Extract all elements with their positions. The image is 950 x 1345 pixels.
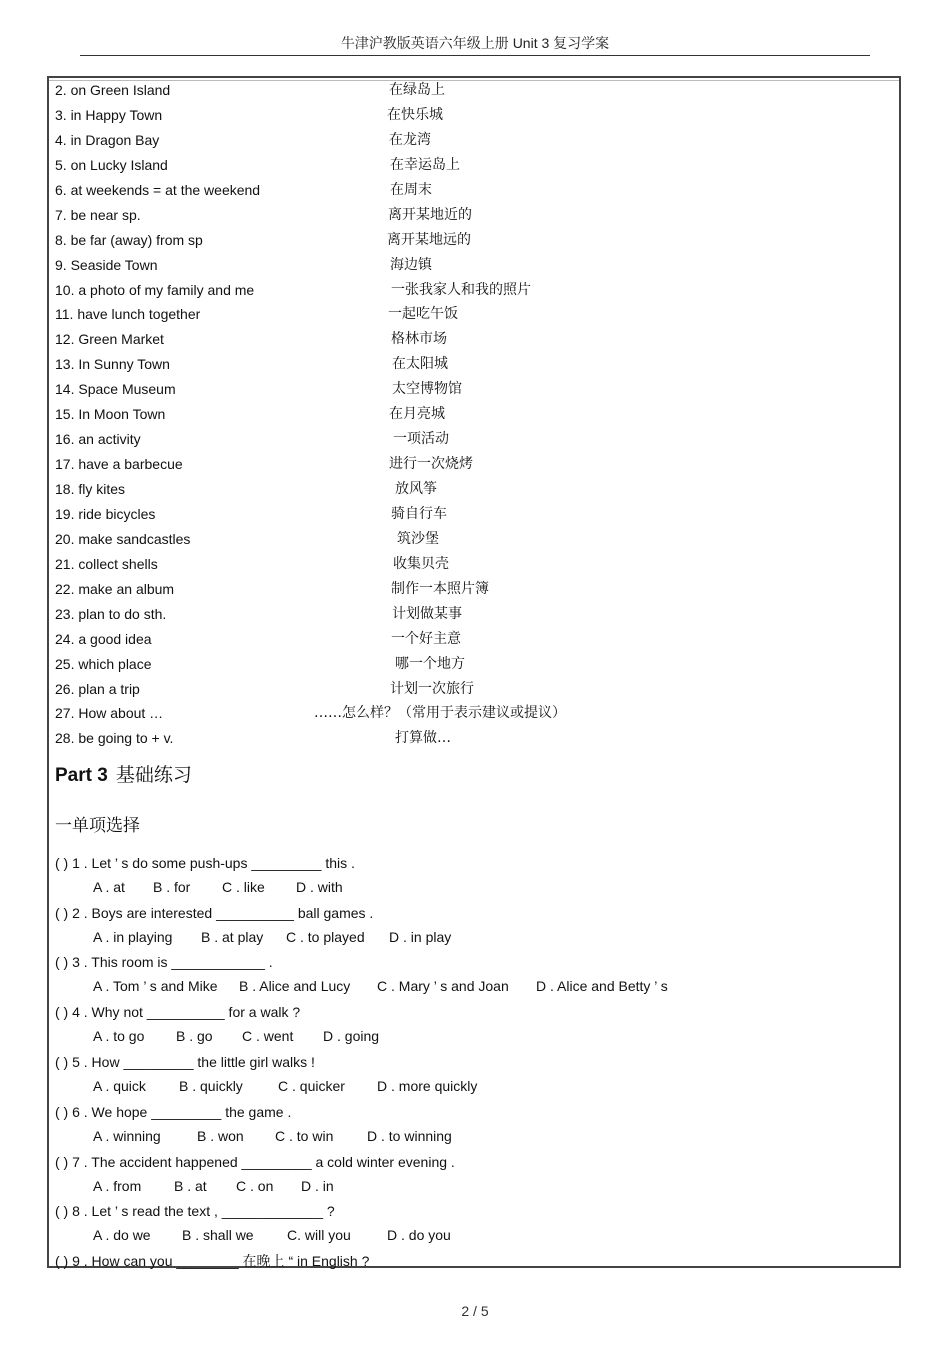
vocab-english: 7. be near sp. <box>55 206 141 223</box>
vocab-row <box>55 353 895 378</box>
vocab-chinese: 离开某地近的 <box>388 206 472 223</box>
answer-option: A . at <box>93 879 125 895</box>
vocab-english: 4. in Dragon Bay <box>55 131 160 148</box>
question-stem: ( ) 7 . The accident happened _________ a cold winter evening . <box>55 1154 455 1170</box>
question-options <box>93 976 793 996</box>
vocab-chinese: 一起吃午饭 <box>388 306 458 323</box>
vocab-row <box>55 702 895 727</box>
vocab-row <box>55 603 895 628</box>
vocab-english: 26. plan a trip <box>55 680 140 697</box>
question-stem: ( ) 3 . This room is ____________ . <box>55 954 273 970</box>
vocab-chinese: 格林市场 <box>391 331 447 348</box>
page-number: 2 / 5 <box>461 1303 489 1319</box>
question-stem: ( ) 5 . How _________ the little girl walks ! <box>55 1054 315 1070</box>
vocab-chinese: 一张我家人和我的照片 <box>391 281 531 298</box>
vocab-chinese: 在幸运岛上 <box>390 156 460 173</box>
vocab-english: 14. Space Museum <box>55 381 176 398</box>
answer-option: C . to played <box>286 929 365 945</box>
answer-option: C . Mary ’ s and Joan <box>377 978 509 994</box>
answer-option: A . in playing <box>93 929 173 945</box>
question-options <box>93 1126 793 1146</box>
answer-option: B . at play <box>201 929 264 945</box>
vocab-row <box>55 129 895 154</box>
vocab-chinese: 在太阳城 <box>392 356 448 373</box>
vocab-chinese: ……怎么样？（常用于表示建议或提议） <box>314 705 566 722</box>
answer-option: D . going <box>323 1028 380 1044</box>
vocab-english: 21. collect shells <box>55 555 158 572</box>
vocab-row <box>55 204 895 229</box>
vocab-row <box>55 653 895 678</box>
answer-option: B . quickly <box>179 1078 243 1094</box>
vocab-english: 2. on Green Island <box>55 82 171 98</box>
answer-option: B . Alice and Lucy <box>239 978 351 994</box>
answer-option: C. will you <box>287 1227 351 1243</box>
vocab-chinese: 收集贝壳 <box>393 555 449 572</box>
answer-option: A . winning <box>93 1128 161 1144</box>
vocab-row <box>55 553 895 578</box>
vocab-row <box>55 727 895 752</box>
answer-option: C . like <box>222 879 265 895</box>
answer-option: C . on <box>236 1178 274 1194</box>
answer-option: A . from <box>93 1178 142 1194</box>
vocab-chinese: 打算做… <box>395 730 451 747</box>
vocab-chinese: 计划做某事 <box>392 605 462 622</box>
vocab-english: 17. have a barbecue <box>55 456 183 473</box>
vocab-english: 25. which place <box>55 655 152 672</box>
vocab-chinese: 哪一个地方 <box>395 655 465 672</box>
vocab-chinese: 一个好主意 <box>391 630 461 647</box>
vocab-chinese: 一项活动 <box>393 431 449 448</box>
answer-option: A . quick <box>93 1078 146 1094</box>
question-options <box>93 1225 793 1245</box>
vocab-chinese: 计划一次旅行 <box>390 680 474 697</box>
answer-option: D . in play <box>389 929 452 945</box>
answer-option: D . with <box>296 879 343 895</box>
question-options <box>93 1176 793 1196</box>
vocab-row <box>55 628 895 653</box>
answer-option: C . went <box>242 1028 294 1044</box>
vocab-row <box>55 678 895 703</box>
vocab-row <box>55 478 895 503</box>
vocab-english: 5. on Lucky Island <box>55 156 168 173</box>
vocabulary-list <box>55 79 895 752</box>
question-stem: ( ) 1 . Let ’ s do some push-ups _________ this . <box>55 855 355 871</box>
answer-option: D . in <box>301 1178 334 1194</box>
vocab-chinese: 在周末 <box>390 181 432 198</box>
question-stem: ( ) 8 . Let ’ s read the text , _____________ ? <box>55 1203 335 1219</box>
vocab-english: 8. be far (away) from sp <box>55 231 203 248</box>
vocab-chinese: 骑自行车 <box>391 505 447 522</box>
vocab-row <box>55 328 895 353</box>
question-options <box>93 877 793 897</box>
vocab-row <box>55 428 895 453</box>
vocab-english: 3. in Happy Town <box>55 106 163 123</box>
part-label: Part 3 <box>55 765 108 786</box>
answer-option: A . Tom ’ s and Mike <box>93 978 218 994</box>
vocab-chinese: 进行一次烧烤 <box>389 456 473 473</box>
vocab-row <box>55 104 895 129</box>
vocab-english: 18. fly kites <box>55 481 126 497</box>
section-heading: 一单项选择 <box>55 816 140 835</box>
vocab-row <box>55 528 895 553</box>
header-divider <box>80 55 870 56</box>
vocab-english: 6. at weekends = at the weekend <box>55 181 261 198</box>
vocab-row <box>55 578 895 603</box>
vocab-row <box>55 229 895 254</box>
vocab-chinese: 在快乐城 <box>387 106 443 123</box>
vocab-english: 20. make sandcastles <box>55 530 191 547</box>
answer-option: A . to go <box>93 1028 145 1044</box>
answer-option: B . for <box>153 879 191 895</box>
vocab-english: 10. a photo of my family and me <box>55 281 255 298</box>
question-options <box>93 1076 793 1096</box>
vocab-english: 9. Seaside Town <box>55 256 158 273</box>
question-options <box>93 927 793 947</box>
question-stem: ( ) 6 . We hope _________ the game . <box>55 1104 292 1120</box>
part-heading <box>55 760 192 787</box>
vocab-english: 13. In Sunny Town <box>55 356 170 373</box>
vocab-english: 28. be going to + v. <box>55 730 174 747</box>
answer-option: A . do we <box>93 1227 151 1243</box>
vocab-row <box>55 303 895 328</box>
vocab-chinese: 筑沙堡 <box>397 530 439 547</box>
vocab-row <box>55 79 895 104</box>
vocab-english: 19. ride bicycles <box>55 505 156 522</box>
question-stem: ( ) 4 . Why not __________ for a walk ? <box>55 1004 301 1020</box>
vocab-english: 11. have lunch together <box>55 306 201 323</box>
vocab-chinese: 在月亮城 <box>389 406 445 423</box>
vocab-english: 27. How about … <box>55 705 164 722</box>
answer-option: B . at <box>174 1178 207 1194</box>
vocab-row <box>55 279 895 304</box>
answer-option: D . Alice and Betty ’ s <box>536 978 668 994</box>
vocab-row <box>55 403 895 428</box>
answer-option: D . more quickly <box>377 1078 478 1094</box>
vocab-chinese: 制作一本照片簿 <box>391 580 489 597</box>
vocab-chinese: 太空博物馆 <box>392 381 462 398</box>
vocab-english: 12. Green Market <box>55 331 164 348</box>
vocab-english: 24. a good idea <box>55 630 152 647</box>
question-stem: ( ) 2 . Boys are interested __________ ball games . <box>55 905 374 921</box>
answer-option: D . do you <box>387 1227 451 1243</box>
vocab-row <box>55 378 895 403</box>
answer-option: D . to winning <box>367 1128 452 1144</box>
answer-option: C . quicker <box>278 1078 345 1094</box>
answer-option: B . go <box>176 1028 213 1044</box>
answer-option: B . shall we <box>182 1227 254 1243</box>
vocab-english: 22. make an album <box>55 580 175 597</box>
answer-option: B . won <box>197 1128 244 1144</box>
vocab-chinese: 离开某地远的 <box>387 231 471 248</box>
vocab-row <box>55 154 895 179</box>
vocab-english: 23. plan to do sth. <box>55 605 167 622</box>
vocab-english: 16. an activity <box>55 431 141 448</box>
page-header: 牛津沪教版英语六年级上册 Unit 3 复习学案 <box>340 35 610 51</box>
question-options <box>93 1026 793 1046</box>
vocab-row <box>55 179 895 204</box>
answer-option: C . to win <box>275 1128 334 1144</box>
question-stem: ( ) 9 . How can you ________ 在晚上 “ in English ? <box>55 1253 370 1269</box>
vocab-row <box>55 453 895 478</box>
vocab-english: 15. In Moon Town <box>55 406 166 423</box>
vocab-chinese: 放风筝 <box>395 481 437 497</box>
vocab-row <box>55 503 895 528</box>
vocab-chinese: 在绿岛上 <box>389 82 445 98</box>
vocab-row <box>55 254 895 279</box>
vocab-chinese: 在龙湾 <box>389 131 431 148</box>
vocab-chinese: 海边镇 <box>390 256 432 273</box>
part-title: 基础练习 <box>115 765 192 786</box>
